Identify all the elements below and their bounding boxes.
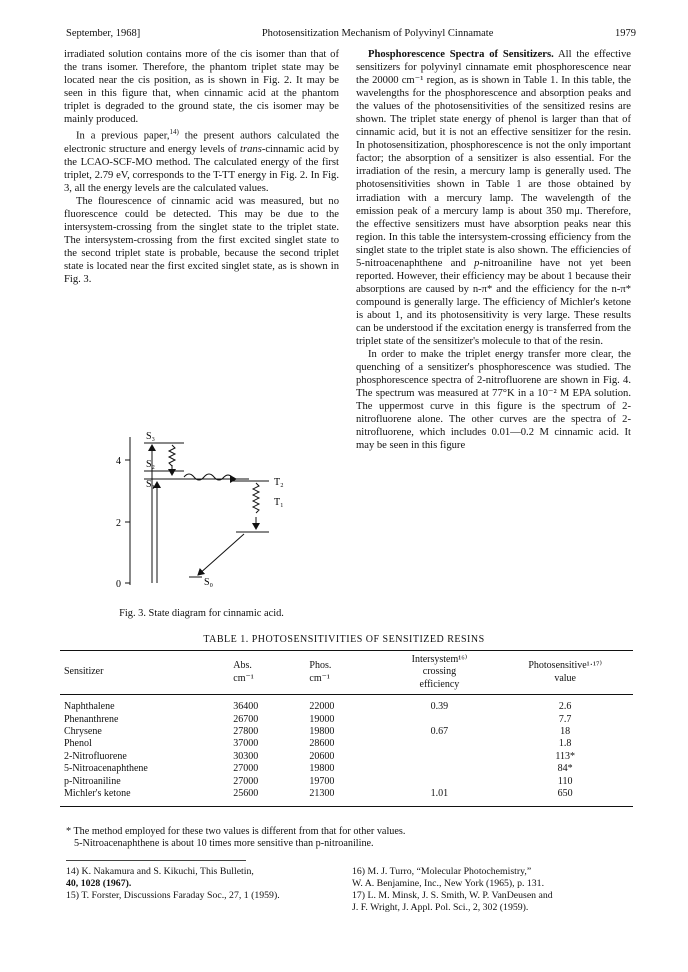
cell-ps: 2.6	[558, 701, 572, 713]
header-isc: Intersystem¹⁶⁾ crossing efficiency	[411, 654, 468, 690]
table-note-1: * The method employed for these two values is different from that for other values.	[66, 826, 406, 837]
cell-ps: 84*	[557, 763, 573, 775]
references-right	[352, 866, 632, 914]
right-p1-text-a: All the effective sensitizers for polyvinyl cinnamate emit phosphorescence near the 20000 cm⁻¹ region, as is shown in Table 1. In this table, the wavelengths for the phosphorescence and absorption peaks and the values of the photosensitivities of the sensitized resins are shown. The triplet state energy of phenol is larger than that of cinnamic acid, but it is not an effective sensitizer for the resin. In photosensitization, phosphorescence is not the only important factor; the absorption of a sensitizer is also essential. For the irradiation of the resin, a mercury lamp is generally used. The photosensitivities shown in Table 1 are those obtained by irradiation with a mercury lamp. The wavelength of the emission peak of a mercury lamp is about 350 mμ. Therefore, the effective sensitizers must have absorption peaks near this region. In this table the intersystem-crossing efficiency from the singlet state to the triplet state is also shown. The efficiencies of 5-nitroacenaphthene and	[356, 49, 631, 269]
cell-ps: 1.8	[558, 738, 572, 750]
left-p2-text-a: In a previous paper,	[76, 130, 170, 142]
table-row	[60, 763, 633, 775]
right-column	[356, 48, 631, 452]
reference-14-line-1: 14) K. Nakamura and S. Kikuchi, This Bulletin,	[66, 866, 254, 877]
section-heading: Phosphorescence Spectra of Sensitizers.	[368, 49, 554, 60]
cell-abs: 37000	[233, 738, 259, 750]
reference-14-line-2: 40, 1028 (1967).	[66, 878, 132, 889]
right-paragraph-2: In order to make the triplet energy transfer more clear, the quenching of a sensitizer's phosphorescence was studied. The phosphorescence spectra of 2-nitrofluorene are shown in Fig. 4. The spectrum was measured at 77°K in a 10⁻² M EPA solution. The uppermost curve in this figure is the spectrum of 2-nitrofluorene alone. The other curves are the spectra of 2-nitrofluorene, which includes 0.01—0.2 M cinnamic acid. It may be seen in this figure	[356, 349, 631, 452]
right-p1-italic: p	[474, 257, 480, 269]
cell-phos: 20600	[309, 750, 335, 762]
label-s3: S₃	[146, 431, 156, 442]
table-row	[60, 738, 633, 750]
table-title: TABLE 1. PHOTOSENSITIVITIES OF SENSITIZED RESINS	[203, 634, 485, 645]
state-diagram-figure	[64, 425, 339, 605]
label-s1: S₁	[146, 479, 156, 490]
left-paragraph-3: The flourescence of cinnamic acid was measured, but no fluorescence could be detected. This may be due to the intersystem-crossing from the singlet state to the triplet state. The intersystem-crossing from the first excited singlet state to the second triplet state is probable, because the second triplet state is located near the first excited singlet state, as is shown in Fig. 3.	[64, 196, 339, 286]
cell-ps: 7.7	[558, 713, 572, 725]
reference-17-line-1: 17) L. M. Minsk, J. S. Smith, W. P. VanDeusen and	[352, 890, 553, 901]
table-row	[60, 695, 633, 714]
state-diagram-svg	[64, 425, 339, 605]
cell-abs: 25600	[233, 788, 259, 800]
table-row	[60, 726, 633, 738]
y-label-2: 2	[116, 518, 121, 529]
cell-isc: 1.01	[430, 788, 449, 800]
table-row	[60, 751, 633, 763]
header-abs: Abs. cm⁻¹	[233, 660, 254, 684]
reference-17	[352, 890, 632, 914]
cell-sensitizer: Michler's ketone	[64, 788, 131, 800]
cell-phos: 28600	[309, 738, 335, 750]
cell-phos: 21300	[309, 788, 335, 800]
reference-16-line-2: W. A. Benjamine, Inc., New York (1965), p. 131.	[352, 878, 545, 889]
reference-16-line-1: 16) M. J. Turro, “Molecular Photochemistry,”	[352, 866, 532, 877]
cell-isc	[382, 751, 498, 763]
references-left	[66, 866, 346, 902]
y-label-0: 0	[116, 579, 121, 590]
cell-sensitizer: Naphthalene	[64, 701, 115, 713]
label-t2: T₂	[274, 477, 284, 488]
cell-phos: 19000	[309, 713, 335, 725]
table-header-row	[60, 651, 633, 695]
cell-abs: 27000	[233, 775, 259, 787]
header-title: Photosensitization Mechanism of Polyvinyl Cinnamate	[261, 28, 494, 39]
reference-15: 15) T. Forster, Discussions Faraday Soc., 27, 1 (1959).	[66, 890, 280, 901]
cell-abs: 36400	[233, 701, 259, 713]
cell-abs: 27800	[233, 726, 259, 738]
ref-14-marker: 14)	[169, 128, 179, 137]
cell-sensitizer: Phenol	[64, 738, 92, 750]
internal-conversion-wavy	[169, 445, 175, 466]
t2-t1-wavy	[253, 483, 259, 513]
table-row	[60, 714, 633, 726]
cell-phos: 19800	[309, 726, 335, 738]
cell-abs: 30300	[233, 750, 259, 762]
cell-phos: 19800	[309, 763, 335, 775]
header-photosensitive: Photosensitive¹·¹⁷⁾ value	[528, 660, 602, 684]
cell-isc	[382, 776, 498, 788]
y-label-4: 4	[116, 456, 121, 467]
table-note-2: 5-Nitroacenaphthene is about 10 times more sensitive than p-nitroaniline.	[74, 838, 374, 850]
cell-isc	[382, 738, 498, 750]
cell-ps: 650	[557, 788, 573, 800]
figure-caption: Fig. 3. State diagram for cinnamic acid.	[119, 608, 284, 619]
label-s2: S₂	[146, 459, 156, 470]
header-date: September, 1968]	[66, 28, 141, 39]
photosensitivity-table	[60, 650, 633, 807]
cell-ps: 18	[560, 726, 571, 738]
table-footnotes	[66, 826, 626, 851]
t1-to-phantom-arrow	[198, 534, 244, 575]
cell-ps: 110	[557, 775, 573, 787]
cell-sensitizer: p-Nitroaniline	[64, 775, 121, 787]
cell-phos: 22000	[309, 701, 335, 713]
cell-abs: 27000	[233, 763, 259, 775]
cell-sensitizer: 5-Nitroacenaphthene	[64, 763, 148, 775]
cell-ps: 113*	[555, 750, 575, 762]
running-header	[66, 28, 636, 42]
cell-isc	[382, 714, 498, 726]
left-paragraph-1: irradiated solution contains more of the cis isomer than that of the trans isomer. Therefore, the phantom triplet state may be located near the cis position, as is shown in Fig. 2. It may be seen in this figure that, when cinnamic acid at the phantom triplet is degraded to the ground state, the cis isomer may be mainly produced.	[64, 49, 339, 126]
table-row	[60, 776, 633, 788]
cell-isc: 0.39	[430, 701, 449, 713]
reference-14	[66, 866, 346, 890]
reference-16	[352, 866, 632, 890]
left-paragraph-2	[64, 126, 339, 195]
cell-sensitizer: 2-Nitrofluorene	[64, 750, 127, 762]
cell-sensitizer: Phenanthrene	[64, 713, 119, 725]
cell-sensitizer: Chrysene	[64, 726, 102, 738]
cell-isc: 0.67	[430, 726, 449, 738]
reference-17-line-2: J. F. Wright, J. Appl. Pol. Sci., 2, 302 (1959).	[352, 902, 529, 913]
left-p2-text-c: -cinnamic acid by the LCAO-SCF-MO method. The calculated energy of the first triplet, 2.79 eV, corresponds to the T-TT energy in Fig. 2. In Fig. 3, all the energy levels are the calculated values.	[64, 143, 339, 194]
page-number: 1979	[614, 28, 636, 39]
header-phos: Phos. cm⁻¹	[309, 660, 332, 684]
cell-isc	[382, 763, 498, 775]
left-column	[64, 48, 339, 286]
label-s0: S₀	[204, 577, 214, 588]
footnote-rule	[66, 860, 246, 861]
header-sensitizer: Sensitizer	[64, 666, 104, 678]
right-p1-text-b: -nitroaniline have not yet been reported. However, their efficiency may be about 1 because their absorptions are caused by n-π* and the efficiency for the n-π* compound is generally large. The efficiency of Michler's ketone is about 1, and its photosensitivity is very large. These results can be understood if the excitation energy is transferred from the triplet state of the sensitizer's molecule to that of the resin.	[356, 257, 631, 348]
right-paragraph-1	[356, 48, 631, 348]
left-p2-text-b: the present authors calculated the electronic structure and energy levels of	[64, 130, 339, 155]
label-t1: T₁	[274, 497, 284, 508]
cell-phos: 19700	[309, 775, 335, 787]
table-row	[60, 788, 633, 807]
left-p2-italic: trans	[240, 143, 262, 155]
cell-abs: 26700	[233, 713, 259, 725]
